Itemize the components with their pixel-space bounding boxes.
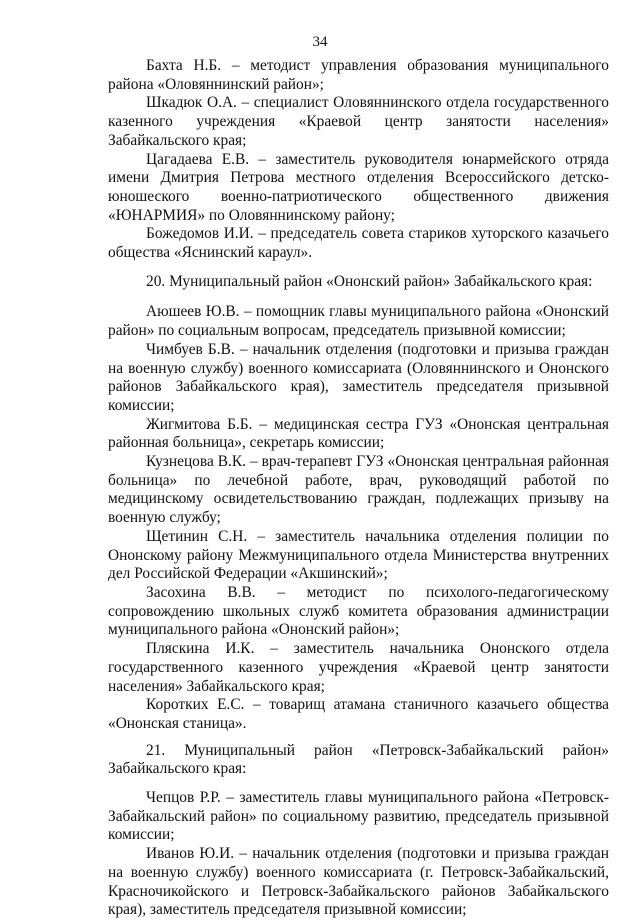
member-chimbuev: Чимбуев Б.В. – начальник отделения (подготовки и призыва граждан на военную службу) военного комиссариата (Оловяннинского и Ононского районов Забайкальского края), заместитель председателя призывной комиссии; [108, 340, 609, 414]
member-plyaskina: Пляскина И.К. – заместитель начальника Ононского отдела государственного казенного учреждения «Краевой центр занятости населения» Забайкальского края; [108, 640, 609, 695]
member-shkadyuk: Шкадюк О.А. – специалист Оловяннинского отдела государственного казенного учреждения «Краевой центр занятости населения» Забайкальского края; [108, 94, 609, 149]
member-ivanov: Иванов Ю.И. – начальник отделения (подготовки и призыва граждан на военную службу) военного комиссариата (г. Петровск-Забайкальский, Красночикойского и Петровск-Забайкальского районов Забайкальского края), заместитель председателя призывной комиссии; [108, 845, 609, 919]
page-number: 34 [312, 34, 328, 50]
section-heading-20: 20. Муниципальный район «Ононский район» Забайкальского края: [146, 272, 593, 290]
member-bozhedomov: Божедомов И.И. – председатель совета стариков хуторского казачьего общества «Яснинский караул». [108, 225, 609, 262]
member-zhigmitova: Жигмитова Б.Б. – медицинская сестра ГУЗ «Ононская центральная районная больница», секретарь комиссии; [108, 415, 609, 452]
member-cheptsov: Чепцов Р.Р. – заместитель главы муниципального района «Петровск-Забайкальский район» по социальному развитию, председатель призывной комиссии; [108, 789, 609, 844]
member-bakhta: Бахта Н.Б. – методист управления образования муниципального района «Оловяннинский район»; [108, 57, 609, 93]
member-zasokhina: Засохина В.В. – методист по психолого-педагогическому сопровождению школьных служб комитета образования администрации муниципального района «Ононский район»; [108, 583, 609, 639]
member-tsagadaeva: Цагадаева Е.В. – заместитель руководителя юнармейского отряда имени Дмитрия Петрова местного отделения Всероссийского детско-юношеского военно-патриотического общественного движения «ЮНАРМИЯ» по Оловяннинскому району; [108, 150, 609, 224]
section-heading-21: 21. Муниципальный район «Петровск-Забайкальский район» Забайкальского края: [108, 741, 609, 778]
member-kuznetsova: Кузнецова В.К. – врач-терапевт ГУЗ «Ононская центральная районная больница» по лечебной работе, врач, руководящий работой по медицинскому освидетельствованию граждан, подлежащих призыву на военную службу; [108, 453, 609, 527]
member-korotkikh: Коротких Е.С. – товарищ атамана станичного казачьего общества «Ононская станица». [108, 696, 609, 732]
member-shchetinin: Щетинин С.Н. – заместитель начальника отделения полиции по Ононскому району Межмуниципального отдела Министерства внутренних дел Российской Федерации «Акшинский»; [108, 527, 609, 583]
document-body [108, 57, 609, 920]
member-ayusheev: Аюшеев Ю.В. – помощник главы муниципального района «Ононский район» по социальным вопросам, председатель призывной комиссии; [108, 303, 609, 340]
